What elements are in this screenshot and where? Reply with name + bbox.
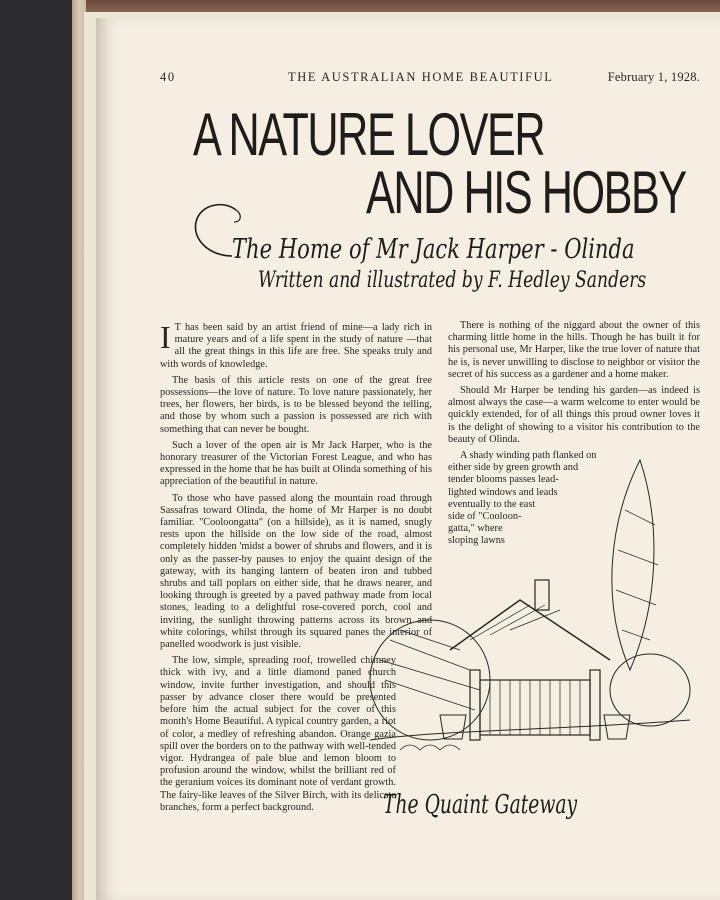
runaround-text: A shady winding path flanked on either side by green growth and tender blooms passes lead- lighted windows and leads eventually to the east side of "Cooloon- gatta," where sloping lawns [448, 450, 597, 547]
article-paragraph: There is nothing of the niggard about the owner of this charming little home in the hills. Though he has built it for his personal use, Mr Harper, like the true lover of nature that he is, is never unwilling to disclose to neighbor or visitor the secret of his success as a gardener and a home maker. [448, 320, 700, 380]
issue-date: February 1, 1928. [607, 70, 700, 84]
article-paragraph: Such a lover of the open air is Mr Jack Harper, who is the honorary treasurer of the Victorian Forest League, and who has expressed in the home that he has built at Olinda something of his appreciation of the beautiful in nature. [160, 439, 432, 488]
article-paragraph: I T has been said by an artist friend of mine—a lady rich in mature years and of a life spent in the study of nature —that all the great things in this life are free. She speaks truly and with words of knowledge. [160, 319, 432, 370]
article-paragraph: The low, simple, spreading roof, trowelled chimney thick with ivy, and a little diamond paned church window, invite further investigation, and should this passer by advance closer there would be presented before him the actual subject for the cover of this month's Home Beautiful. A typical country garden, a riot of color, a medley of refreshing abandon. Orange gazia spill over the borders on to the pathway with well-tended vigor. Hydrangea of pale blue and lemon bloom to profusion around the window, whilst the brilliant red of the geranium voices its dominant note of verdant growth. The fairy-like leaves of the Silver Birch, with its delicate branches, form a perfect background. [160, 655, 396, 813]
publication-title: THE AUSTRALIAN HOME BEAUTIFUL [288, 70, 554, 84]
running-header [160, 70, 700, 86]
headline-line-2: AND HIS HOBBY [366, 159, 686, 226]
headline-line-1: A NATURE LOVER [193, 101, 545, 168]
article-paragraph: To those who have passed along the mountain road through Sassafras toward Olinda, the home of Mr Harper is no doubt familiar. "Cooloongatta" (on a hillside), as it is named, snugly rests upon the hillside on the low side of the road, almost completely hidden 'midst a bower of shrubs and flowers, and it is only as the passer-by pauses to enjoy the quaint design of the gateway, with its hanging lantern of beaten iron and tubbed shrubs and tall poplars on either side, that he draws nearer, and looking through is greeted by a paved pathway made from local stones, leading to a delightful rose-covered porch, cool and inviting, the sunlight throwing patterns across its brown and white colorings, whilst through its squared panes the interior of panelled woodwork is just visible. [160, 492, 432, 651]
subtitle-byline: Written and illustrated by F. Hedley Sanders [258, 268, 647, 293]
gateway-illustration [360, 430, 700, 790]
article-paragraph: The basis of this article rests on one of the great free possessions—the love of nature. To love nature passionately, her trees, her flowers, her birds, is to be blessed beyond the telling, and those by whom such a passion is possessed are rich with something that can never be bought. [160, 374, 432, 435]
drop-cap: I [160, 319, 171, 355]
illustration-caption: The Quaint Gateway [383, 790, 578, 820]
article-paragraph: Should Mr Harper be tending his garden—as indeed is almost always the case—a warm welcome to enter would be quickly extended, for of all things this proud owner loves it is the delight of showing to a visitor his contribution to the beauty of Olinda. [448, 385, 700, 445]
page-number: 40 [160, 70, 176, 84]
subtitle-home: The Home of Mr Jack Harper - Olinda [232, 234, 635, 265]
